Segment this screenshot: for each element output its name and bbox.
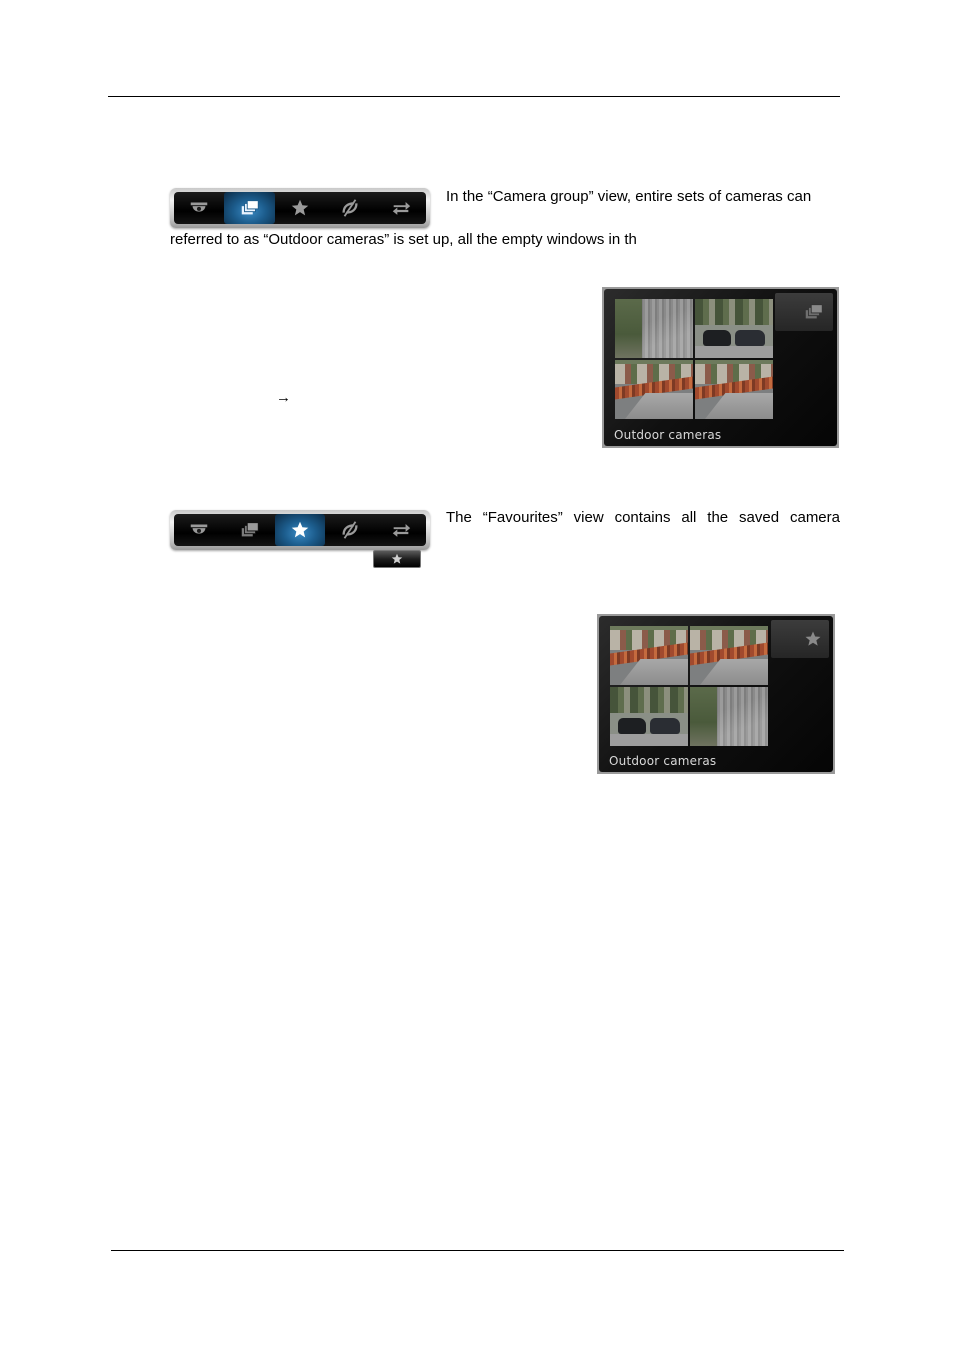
camera-group-panel[interactable] bbox=[602, 287, 839, 448]
panel-tab bbox=[771, 620, 829, 658]
favourites-star-icon bbox=[803, 629, 823, 649]
favourites-star-icon bbox=[289, 519, 311, 541]
disconnect-icon bbox=[339, 519, 361, 541]
favourites-panel[interactable] bbox=[597, 614, 835, 774]
header-rule bbox=[108, 96, 840, 97]
camera-thumbnail-grid bbox=[610, 626, 768, 746]
view-toolbar-camera-group bbox=[170, 188, 430, 228]
disconnect-icon bbox=[339, 197, 361, 219]
switch-arrows-icon bbox=[390, 197, 412, 219]
favourites-star-icon bbox=[390, 552, 404, 566]
favourites-star-icon bbox=[289, 197, 311, 219]
panel-caption: Outdoor cameras bbox=[614, 428, 722, 442]
toolbar-button-disconnect[interactable] bbox=[325, 514, 375, 546]
panel-tab bbox=[775, 293, 833, 331]
camera-group-description-line1: In the “Camera group” view, entire sets of cameras can bbox=[446, 188, 812, 205]
toolbar-button-cameras[interactable] bbox=[174, 514, 224, 546]
camera-thumbnail[interactable] bbox=[690, 626, 768, 685]
toolbar-button-camera-group[interactable] bbox=[224, 514, 274, 546]
toolbar-button-camera-group[interactable] bbox=[224, 192, 274, 224]
camera-group-icon bbox=[239, 519, 261, 541]
camera-group-icon bbox=[801, 301, 827, 323]
toolbar-button-switch[interactable] bbox=[376, 192, 426, 224]
camera-thumbnail[interactable] bbox=[695, 299, 773, 358]
camera-dome-icon bbox=[188, 197, 210, 219]
footer-rule bbox=[111, 1250, 844, 1251]
toolbar-button-disconnect[interactable] bbox=[325, 192, 375, 224]
camera-thumbnail[interactable] bbox=[610, 687, 688, 746]
add-favourite-button[interactable] bbox=[373, 550, 421, 568]
switch-arrows-icon bbox=[390, 519, 412, 541]
arrow-glyph: → bbox=[276, 389, 291, 406]
camera-thumbnail-grid bbox=[615, 299, 773, 419]
panel-caption: Outdoor cameras bbox=[609, 754, 717, 768]
camera-dome-icon bbox=[188, 519, 210, 541]
camera-thumbnail[interactable] bbox=[690, 687, 768, 746]
camera-group-description-line2: referred to as “Outdoor cameras” is set up, all the empty windows in th bbox=[170, 231, 637, 248]
toolbar-button-favourites[interactable] bbox=[275, 514, 325, 546]
favourites-description-line1: The “Favourites” view contains all the saved camera bbox=[446, 509, 840, 526]
camera-group-icon bbox=[239, 197, 261, 219]
toolbar-button-favourites[interactable] bbox=[275, 192, 325, 224]
toolbar-button-switch[interactable] bbox=[376, 514, 426, 546]
view-toolbar-favourites bbox=[170, 510, 430, 550]
toolbar-button-cameras[interactable] bbox=[174, 192, 224, 224]
camera-thumbnail[interactable] bbox=[615, 299, 693, 358]
camera-thumbnail[interactable] bbox=[610, 626, 688, 685]
camera-thumbnail[interactable] bbox=[615, 360, 693, 419]
camera-thumbnail[interactable] bbox=[695, 360, 773, 419]
